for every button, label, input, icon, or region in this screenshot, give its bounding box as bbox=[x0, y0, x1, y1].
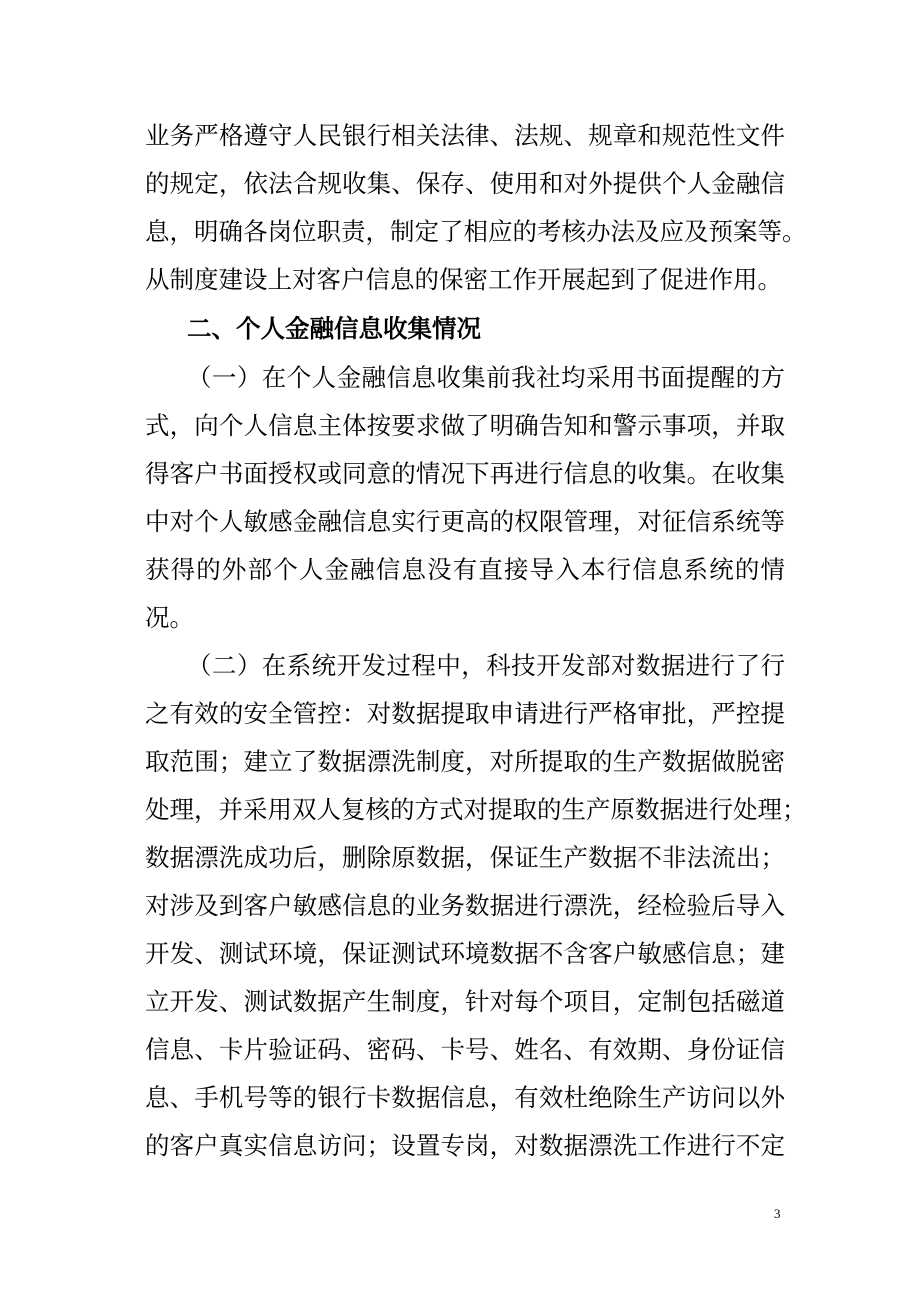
text-line: 况。 bbox=[145, 603, 194, 632]
text-line: 的客户真实信息访问；设置专岗，对数据漂洗工作进行不定 bbox=[145, 1131, 785, 1160]
text-line: 得客户书面授权或同意的情况下再进行信息的收集。在收集 bbox=[145, 459, 785, 488]
text-line: 的规定，依法合规收集、保存、使用和对外提供个人金融信 bbox=[145, 169, 785, 198]
text-line: 处理，并采用双人复核的方式对提取的生产原数据进行处理； bbox=[145, 795, 807, 824]
text-line: 息、手机号等的银行卡数据信息，有效杜绝除生产访问以外 bbox=[145, 1083, 785, 1112]
text-line: 之有效的安全管控：对数据提取申请进行严格审批，严控提 bbox=[145, 699, 785, 728]
text-line: 信息、卡片验证码、密码、卡号、姓名、有效期、身份证信 bbox=[145, 1035, 785, 1064]
text-line: （二）在系统开发过程中，科技开发部对数据进行了行 bbox=[187, 651, 785, 680]
text-line: 获得的外部个人金融信息没有直接导入本行信息系统的情 bbox=[145, 555, 785, 584]
text-line: 数据漂洗成功后，删除原数据，保证生产数据不非法流出； bbox=[145, 843, 785, 872]
text-line: 取范围；建立了数据漂洗制度，对所提取的生产数据做脱密 bbox=[145, 747, 785, 776]
text-line: 从制度建设上对客户信息的保密工作开展起到了促进作用。 bbox=[145, 265, 782, 294]
page-number: 3 bbox=[774, 1206, 781, 1221]
text-line: 对涉及到客户敏感信息的业务数据进行漂洗，经检验后导入 bbox=[145, 891, 785, 920]
section-heading: 二、个人金融信息收集情况 bbox=[187, 314, 481, 343]
text-line: 息，明确各岗位职责，制定了相应的考核办法及应及预案等。 bbox=[145, 217, 807, 246]
text-line: 立开发、测试数据产生制度，针对每个项目，定制包括磁道 bbox=[145, 987, 785, 1016]
text-line: 式，向个人信息主体按要求做了明确告知和警示事项，并取 bbox=[145, 411, 785, 440]
text-line: 开发、测试环境，保证测试环境数据不含客户敏感信息；建 bbox=[145, 939, 785, 968]
text-line: 业务严格遵守人民银行相关法律、法规、规章和规范性文件 bbox=[145, 121, 785, 150]
text-line: （一）在个人金融信息收集前我社均采用书面提醒的方 bbox=[187, 363, 785, 392]
text-line: 中对个人敏感金融信息实行更高的权限管理，对征信系统等 bbox=[145, 507, 785, 536]
